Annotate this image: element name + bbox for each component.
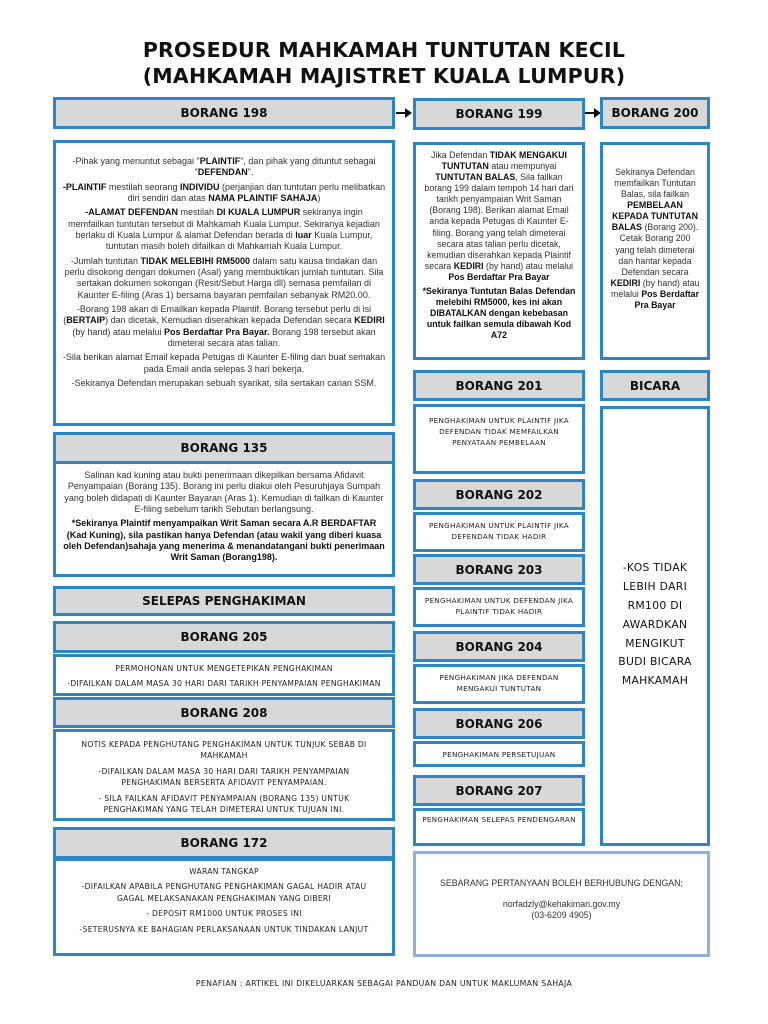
borang-201-header: BORANG 201 bbox=[413, 370, 585, 401]
contact-email[interactable]: norfadzly@kehakiman.gov.my bbox=[502, 899, 621, 910]
borang-202-header: BORANG 202 bbox=[413, 479, 585, 510]
page-title-line2: (MAHKAMAH MAJISTRET KUALA LUMPUR) bbox=[142, 64, 626, 88]
borang-204-header: BORANG 204 bbox=[413, 631, 585, 662]
b135-para-1: Salinan kad kuning atau bukti penerimaan dikepilkan bersama Afidavit Penyampaian (Borang 135). Borang ini perlu diakui oleh Pesuruhjaya Sumpah yang boleh didapati di Kaunter Bayaran (Aras 1). Kemudian di failkan di Kaunter E-filing sebelum tarikh Sebutan berlangsung. bbox=[64, 470, 384, 514]
borang-203-box bbox=[413, 587, 585, 627]
bicara-text: -KOS TIDAK LEBIH DARI RM100 DI AWARDKAN MENGIKUT BUDI BICARA MAHKAMAH bbox=[618, 561, 692, 688]
b198-para-7: -Sekiranya Defendan merupakan sebuah syarikat, sila sertakan carian SSM. bbox=[71, 377, 377, 388]
borang-207-header: BORANG 207 bbox=[413, 775, 585, 806]
b198-para-4: -Jumlah tuntutan TIDAK MELEBIHI RM5000 dalam satu kausa tindakan dan perlu disokong dengan dokumen (Asal) yang membuktikan jumlah tuntutan. Sila sertakan dokumen sokongan (Resit/Sebut Harga dll) semasa pemfailan di Kaunter E-filing (Aras 1) bersama bayaran pemfailan sebanyak RM20.00. bbox=[64, 255, 384, 300]
b135-para-2: *Sekiranya Plaintif menyampaikan Writ Saman secara A.R BERDAFTAR (Kad Kuning), sila pastikan hanya Defendan (atau wakil yang diberi kuasa oleh Defendan)sahaja yang menerima & menandatangani bukti penerimaan Writ Saman (Borang198). bbox=[63, 518, 385, 563]
borang-198-header: BORANG 198 bbox=[53, 97, 395, 129]
b208-line-3: - SILA FAILKAN AFIDAVIT PENYAMPAIAN (BORANG 135) UNTUK PENGHAKIMAN YANG TELAH DIMETERAI UNTUK TUJUAN INI. bbox=[98, 793, 350, 814]
b201-line-1: PENGHAKIMAN UNTUK PLAINTIF JIKA DEFENDAN TIDAK MEMFAILKAN PENYATAAN PEMBELAAN bbox=[429, 416, 569, 447]
borang-207-box bbox=[413, 808, 585, 846]
borang-200-box bbox=[600, 142, 710, 360]
arrow-199-to-200 bbox=[585, 112, 595, 114]
b172-line-4: -SETERUSNYA KE BAHAGIAN PERLAKSANAAN UNTUK TINDAKAN LANJUT bbox=[79, 924, 369, 934]
b204-line-1: PENGHAKIMAN JIKA DEFENDAN MENGAKUI TUNTUTAN bbox=[439, 673, 559, 693]
borang-206-box bbox=[413, 741, 585, 767]
borang-208-box bbox=[53, 729, 395, 821]
borang-208-header: BORANG 208 bbox=[53, 697, 395, 728]
contact-phone: (03-6209 4905) bbox=[531, 910, 592, 921]
b198-para-1: -Pihak yang menuntut sebagai "PLAINTIF", dan pihak yang dituntut sebagai "DEFENDAN". bbox=[72, 156, 376, 178]
b208-line-1: NOTIS KEPADA PENGHUTANG PENGHAKIMAN UNTUK TUNJUK SEBAB DI MAHKAMAH bbox=[81, 740, 367, 761]
borang-202-box bbox=[413, 512, 585, 552]
borang-205-box bbox=[53, 654, 395, 696]
b172-line-3: - DEPOSIT RM1000 UNTUK PROSES INI bbox=[146, 909, 302, 919]
disclaimer-footer: PENAFIAN : ARTIKEL INI DIKELUARKAN SEBAGAI PANDUAN DAN UNTUK MAKLUMAN SAHAJA bbox=[195, 979, 573, 988]
b198-para-6: -Sila berikan alamat Email kepada Petugas di Kaunter E-filing dan buat semakan pada Email anda selepas 3 hari bekerja. bbox=[62, 352, 386, 374]
borang-135-header: BORANG 135 bbox=[53, 432, 395, 464]
borang-135-box bbox=[53, 461, 395, 577]
b199-para-1: Jika Defendan TIDAK MENGAKUI TUNTUTAN atau mempunyai TUNTUTAN BALAS, Sila failkan borang 199 dalam tempoh 14 hari dari tarikh penyampaian Writ Saman (Borang 198). Berikan alamat Email anda kepada Petugas di Kaunter E-filing. Borang yang telah dimeterai secara atas talian perlu dicetak, kemudian diserahkan kepada Plaintif secara KEDIRI (by hand) atau melalui Pos Berdaftar Pra Bayar bbox=[424, 150, 574, 282]
b205-line-1: PERMOHONAN UNTUK MENGETEPIKAN PENGHAKIMAN bbox=[115, 664, 333, 673]
borang-198-box bbox=[53, 140, 395, 426]
borang-206-header: BORANG 206 bbox=[413, 708, 585, 739]
contact-box bbox=[413, 851, 710, 957]
b198-para-3: -ALAMAT DEFENDAN mestilah DI KUALA LUMPUR sekiranya ingin memfailkan tuntutan tersebut di Mahkamah Kuala Lumpur. Sekiranya kejadian berlaku di Kuala Lumpur & alamat Defendan berada di luar Kuala Lumpur, tuntutan masih boleh difailkan di Mahkamah Kuala Lumpur. bbox=[68, 207, 380, 252]
b172-line-2: -DIFAILKAN APABILA PENGHUTANG PENGHAKIMAN GAGAL HADIR ATAU GAGAL MELAKSANAKAN PENGHAKIMAN YANG DIBERI bbox=[81, 882, 367, 903]
b198-para-2: -PLAINTIF mestilah seorang INDIVIDU (perjanjian dan tuntutan perlu melibatkan diri sendiri dan atas NAMA PLAINTIF SAHAJA) bbox=[62, 181, 386, 203]
borang-203-header: BORANG 203 bbox=[413, 554, 585, 585]
borang-200-header: BORANG 200 bbox=[600, 97, 710, 129]
b208-line-2: -DIFAILKAN DALAM MASA 30 HARI DARI TARIKH PENYAMPAIAN PENGHAKIMAN BERSERTA AFIDAVIT PENYAMPAIAN. bbox=[98, 766, 350, 788]
borang-199-header: BORANG 199 bbox=[413, 98, 585, 130]
page-title-line1: PROSEDUR MAHKAMAH TUNTUTAN KECIL bbox=[142, 38, 626, 62]
b203-line-1: PENGHAKIMAN UNTUK DEFENDAN JIKA PLAINTIF TIDAK HADIR bbox=[424, 596, 574, 616]
contact-line: SEBARANG PERTANYAAN BOLEH BERHUBUNG DENGAN; bbox=[440, 878, 683, 888]
selepas-penghakiman-header: SELEPAS PENGHAKIMAN bbox=[53, 586, 395, 616]
b200-para-1: Sekiranya Defendan memfailkan Tuntutan Balas, sila failkan PEMBELAAN KEPADA TUNTUTAN BALAS (Borang 200). Cetak Borang 200 yang telah dimeterai dan hantar kepada Defendan secara KEDIRI (by hand) atau melalui Pos Berdaftar Pra Bayar bbox=[610, 167, 700, 310]
borang-199-box bbox=[413, 142, 585, 360]
bicara-header: BICARA bbox=[600, 370, 710, 401]
bicara-box bbox=[600, 406, 710, 846]
b172-line-1: WARAN TANGKAP bbox=[189, 867, 259, 876]
b207-line-1: PENGHAKIMAN SELEPAS PENDENGARAN bbox=[422, 815, 576, 824]
borang-205-header: BORANG 205 bbox=[53, 621, 395, 653]
borang-201-box bbox=[413, 404, 585, 474]
b198-para-5: -Borang 198 akan di Emailkan kepada Plaintif. Borang tersebut perlu di isi (BERTAIP) dan dicetak, Kemudian diserahkan kepada Defendan secara KEDIRI (by hand) atau melalui Pos Berdaftar Pra Bayar. Borang 198 tersebut akan dimeterai secara atas talian. bbox=[63, 303, 385, 348]
b206-line-1: PENGHAKIMAN PERSETUJUAN bbox=[442, 750, 556, 759]
b202-line-1: PENGHAKIMAN UNTUK PLAINTIF JIKA DEFENDAN TIDAK HADIR bbox=[429, 521, 569, 541]
arrow-198-to-199 bbox=[396, 112, 406, 114]
borang-172-header: BORANG 172 bbox=[53, 827, 395, 859]
b199-para-2: *Sekiranya Tuntutan Balas Defendan melebihi RM5000, kes ini akan DIBATALKAN dengan kebebasan untuk failkan semula dibawah Kod A72 bbox=[422, 285, 576, 341]
borang-204-box bbox=[413, 664, 585, 704]
borang-172-box bbox=[53, 858, 395, 956]
b205-line-2: -DIFAILKAN DALAM MASA 30 HARI DARI TARIKH PENYAMPAIAN PENGHAKIMAN bbox=[67, 679, 381, 689]
